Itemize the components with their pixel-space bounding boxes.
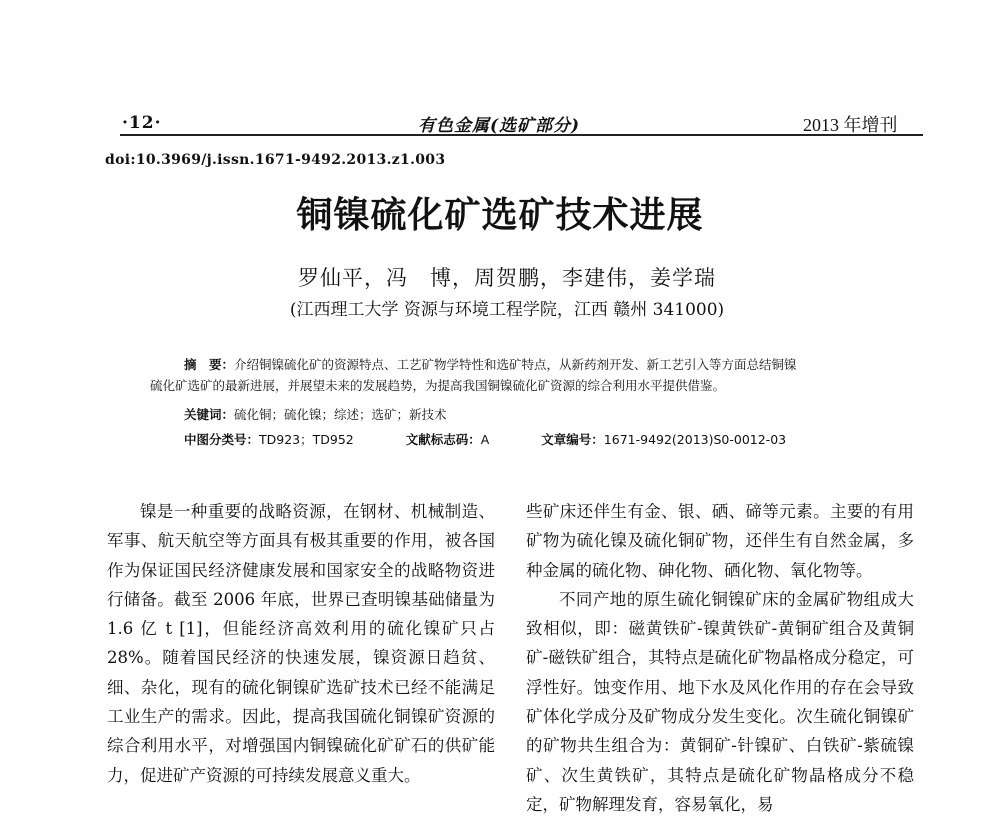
abstract-text-line1: 介绍铜镍硫化矿的资源特点、工艺矿物学特性和选矿特点，从新药剂开发、新工艺引入等方面总结铜镍	[234, 357, 797, 372]
article-title: 铜镍硫化矿选矿技术进展	[296, 194, 704, 236]
article-no-label: 文章编号：	[541, 432, 604, 447]
article-no-value: 1671-9492(2013)S0-0012-03	[603, 432, 787, 447]
body-right-column	[526, 497, 914, 819]
keywords-text: 硫化铜；硫化镍；综述；选矿；新技术	[234, 407, 447, 422]
header-rule	[120, 134, 923, 136]
journal-issue: 2013 年增刊	[803, 115, 898, 135]
page-number: ·12·	[122, 113, 162, 133]
body-paragraph: 些矿床还伴生有金、银、硒、碲等元素。主要的有用矿物为硫化镍及硫化铜矿物，还伴生有自然金属，多种金属的硫化物、砷化物、硒化物、氧化物等。	[526, 502, 914, 580]
doi: doi:10.3969/j.issn.1671-9492.2013.z1.003	[105, 152, 446, 168]
affiliation: (江西理工大学 资源与环境工程学院，江西 赣州 341000)	[289, 300, 725, 320]
body-left-column	[107, 497, 495, 790]
journal-name: 有色金属(选矿部分)	[418, 116, 581, 136]
abstract-text-line2: 硫化矿选矿的最新进展，并展望未来的发展趋势，为提高我国铜镍硫化矿资源的综合利用水平提供借鉴。	[150, 378, 726, 393]
abstract	[150, 354, 866, 396]
clc-label: 中图分类号：	[184, 432, 260, 447]
authors: 罗仙平，冯 博，周贺鹏，李建伟，姜学瑞	[298, 266, 716, 290]
keywords-label: 关键词：	[184, 407, 235, 422]
doc-code-value: A	[480, 432, 490, 447]
body-paragraph: 镍是一种重要的战略资源，在钢材、机械制造、军事、航天航空等方面具有极其重要的作用，被各国作为保证国民经济健康发展和国家安全的战略物资进行储备。截至 2006 年底，世界已查明镍基础储量为 1.6 亿 t [1]，但能经济高效利用的硫化镍矿只占 28%。随着国民经济的快速发展，镍资源日趋贫、细、杂化，现有的硫化铜镍矿选矿技术已经不能满足工业生产的需求。因此，提高我国硫化铜镍矿资源的综合利用水平，对增强国内铜镍硫化矿矿石的供矿能力，促进矿产资源的可持续发展意义重大。	[107, 502, 495, 785]
clc-value: TD923；TD952	[259, 432, 354, 447]
doc-code-label: 文献标志码：	[405, 432, 481, 447]
classification-line	[184, 430, 786, 448]
abstract-label: 摘 要：	[184, 357, 235, 372]
keywords	[184, 405, 447, 423]
body-paragraph: 不同产地的原生硫化铜镍矿床的金属矿物组成大致相似，即：磁黄铁矿-镍黄铁矿-黄铜矿组合及黄铜矿-磁铁矿组合，其特点是硫化矿物晶格成分稳定，可浮性好。蚀变作用、地下水及风化作用的存在会导致矿体化学成分及矿物成分发生变化。次生硫化铜镍矿的矿物共生组合为：黄铜矿-针镍矿、白铁矿-紫硫镍矿、次生黄铁矿，其特点是硫化矿物晶格成分不稳定，矿物解理发育，容易氧化，易	[526, 589, 914, 814]
